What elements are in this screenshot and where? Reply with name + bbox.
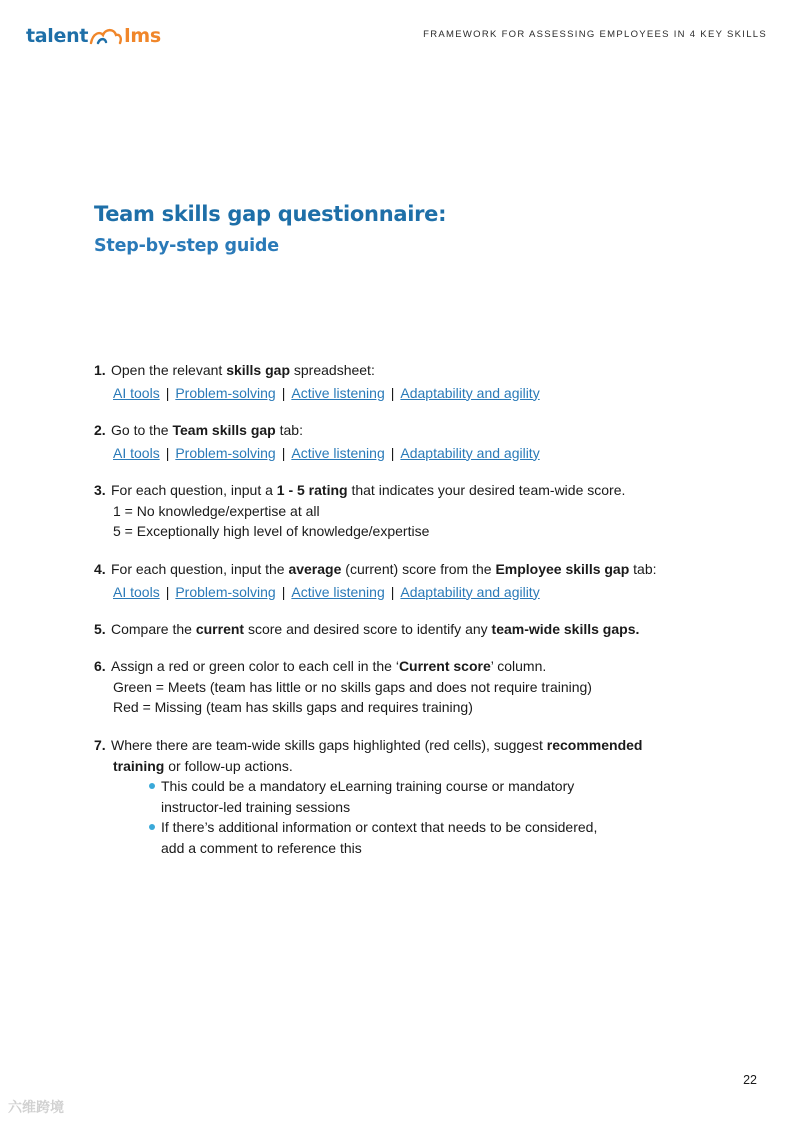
step-5 (94, 619, 714, 640)
step-number: 5. (94, 621, 106, 637)
link-problem-solving[interactable]: Problem-solving (175, 384, 276, 401)
step-text-bold: Employee skills gap (495, 561, 630, 577)
step-text: tab: (629, 561, 657, 577)
separator: | (165, 583, 170, 600)
step-text: Open the relevant (111, 362, 227, 378)
step-number: 2. (94, 422, 106, 438)
step-text: or follow-up actions. (164, 757, 293, 774)
step-text-bold: Team skills gap (172, 422, 276, 438)
step-number: 3. (94, 482, 106, 498)
link-ai-tools[interactable]: AI tools (113, 444, 160, 461)
list-item-line: If there’s additional information or context that needs to be considered, (161, 819, 598, 835)
link-active-listening[interactable]: Active listening (291, 444, 385, 461)
step-6 (94, 656, 714, 718)
link-problem-solving[interactable]: Problem-solving (175, 444, 276, 461)
page-title: Team skills gap questionnaire: (94, 202, 447, 226)
talentlms-logo (26, 22, 161, 50)
red-meaning: Red = Missing (team has skills gaps and requires training) (113, 699, 473, 715)
step-2 (94, 420, 714, 463)
separator: | (281, 384, 286, 401)
link-ai-tools[interactable]: AI tools (113, 384, 160, 401)
step-4 (94, 559, 714, 602)
watermark: 六维跨境 (8, 1099, 64, 1115)
step-1 (94, 360, 714, 403)
separator: | (165, 444, 170, 461)
step-number: 4. (94, 561, 106, 577)
spreadsheet-links (94, 443, 714, 464)
step-text: tab: (275, 422, 303, 438)
step-text-bold: Current score (398, 658, 491, 674)
step-text: ’ column. (490, 658, 547, 674)
step-text: For each question, input the (111, 561, 289, 577)
list-item-line: This could be a mandatory eLearning training course or mandatory (161, 778, 575, 794)
list-item (149, 817, 714, 858)
step-text-bold: skills gap (226, 362, 290, 378)
list-item-line: instructor-led training sessions (161, 798, 351, 815)
step-text: score and desired score to identify any (244, 621, 492, 637)
header-title: FRAMEWORK FOR ASSESSING EMPLOYEES IN 4 KEY SKILLS (423, 29, 767, 40)
step-text-bold: training (113, 757, 165, 774)
rating-scale-high: 5 = Exceptionally high level of knowledge/expertise (113, 523, 430, 539)
step-text-bold: 1 - 5 rating (276, 482, 348, 498)
logo-text-lms: lms (124, 25, 161, 47)
green-meaning: Green = Meets (team has little or no skills gaps and does not require training) (113, 678, 592, 695)
step-7 (94, 735, 714, 858)
step-text-bold: team-wide skills gaps. (491, 621, 640, 637)
cloud-logo-icon (89, 25, 123, 47)
link-problem-solving[interactable]: Problem-solving (175, 583, 276, 600)
step-number: 1. (94, 362, 106, 378)
step-3 (94, 480, 714, 542)
step-text: (current) score from the (341, 561, 496, 577)
separator: | (390, 384, 395, 401)
page-number: 22 (743, 1073, 757, 1087)
spreadsheet-links (94, 582, 714, 603)
step-text: Compare the (111, 621, 196, 637)
step-number: 7. (94, 737, 106, 753)
step-text: Go to the (111, 422, 173, 438)
separator: | (390, 583, 395, 600)
separator: | (165, 384, 170, 401)
separator: | (281, 444, 286, 461)
separator: | (390, 444, 395, 461)
separator: | (281, 583, 286, 600)
link-adaptability-agility[interactable]: Adaptability and agility (400, 384, 540, 401)
logo-text-talent: talent (26, 25, 89, 47)
link-active-listening[interactable]: Active listening (291, 384, 385, 401)
step-text-bold: recommended (546, 737, 643, 753)
rating-scale-low: 1 = No knowledge/expertise at all (113, 502, 320, 519)
list-item (149, 776, 714, 817)
step-text: spreadsheet: (290, 362, 375, 378)
step-text-bold: average (288, 561, 342, 577)
list-item-line: add a comment to reference this (161, 839, 362, 856)
link-ai-tools[interactable]: AI tools (113, 583, 160, 600)
page-subtitle: Step-by-step guide (94, 236, 279, 256)
step-text: Where there are team-wide skills gaps highlighted (red cells), suggest (111, 737, 547, 753)
link-adaptability-agility[interactable]: Adaptability and agility (400, 583, 540, 600)
step-text: that indicates your desired team-wide score. (347, 482, 626, 498)
link-adaptability-agility[interactable]: Adaptability and agility (400, 444, 540, 461)
step-text: Assign a red or green color to each cell in the ‘ (111, 658, 399, 674)
link-active-listening[interactable]: Active listening (291, 583, 385, 600)
step-number: 6. (94, 658, 106, 674)
bullet-list (94, 776, 714, 858)
spreadsheet-links (94, 383, 714, 404)
step-text-bold: current (195, 621, 245, 637)
step-text: For each question, input a (111, 482, 277, 498)
